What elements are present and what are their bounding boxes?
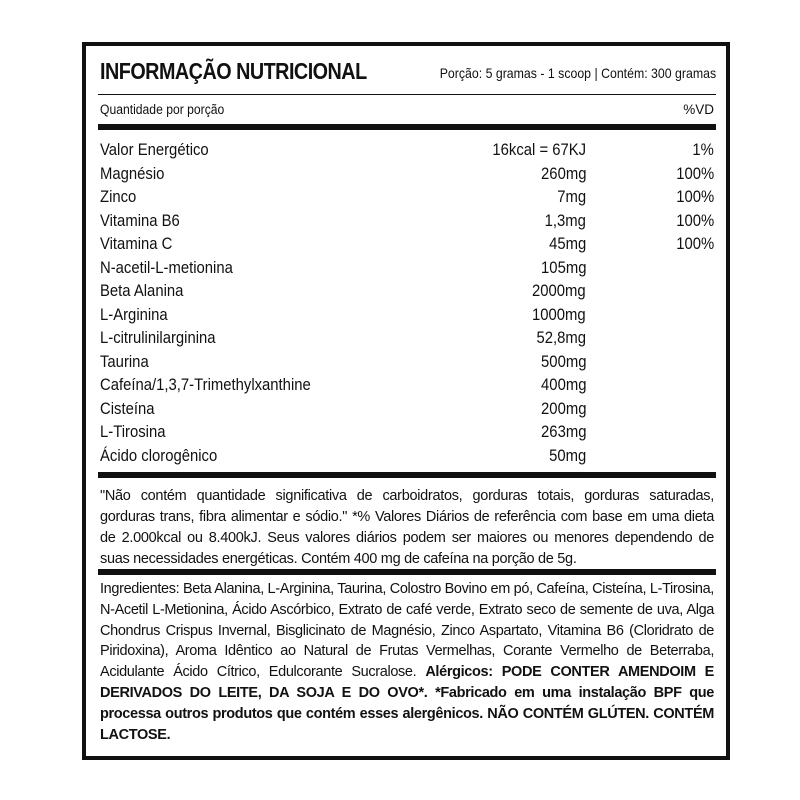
nutrient-name: Beta Alanina xyxy=(100,282,184,300)
nutrient-amount: 45mg xyxy=(548,235,586,253)
nutrient-name: Taurina xyxy=(100,352,149,371)
nutrient-amount: 1000mg xyxy=(532,305,586,324)
nutrition-facts-panel xyxy=(82,42,730,760)
nutrient-name: Vitamina C xyxy=(100,235,173,253)
nutrient-row xyxy=(100,280,714,304)
nutrient-vd: 1% xyxy=(692,141,714,159)
nutrient-amount: 400mg xyxy=(540,376,586,394)
nutrient-table xyxy=(100,139,714,468)
nutrient-name: L-Arginina xyxy=(100,305,168,324)
panel-header xyxy=(100,58,716,92)
ingredients-text xyxy=(100,579,714,745)
nutrient-name: N-acetil-L-metionina xyxy=(100,258,233,277)
nutrient-row xyxy=(100,327,714,351)
thick-divider xyxy=(98,569,716,575)
nutrient-name: Cisteína xyxy=(100,399,155,418)
nutrient-name: Magnésio xyxy=(100,164,165,183)
ingredients-list: Ingredientes: Beta Alanina, L-Arginina, Taurina, Colostro Bovino em pó, Cafeína, Cisteína, L-Tirosina, N-Acetil L-Metionina, Ácido Ascórbico, Extrato de café verde, Extrato seco de semente de uva, Alga Chondrus Crispus Invernal, Bisglicinato de Magnésio, Zinco Aspartato, Vitamina B6 (Cloridrato de Piridoxina), Aroma Idêntico ao Natural de Frutas Vermelhas, Corante Vermelho de Beterraba, Acidulante Ácido Cítrico, Edulcorante Sucralose. xyxy=(100,581,714,681)
portion-info: Porção: 5 gramas - 1 scoop | Contém: 300 gramas xyxy=(439,65,716,81)
nutrient-name: Zinco xyxy=(100,188,137,206)
nutrient-vd: 100% xyxy=(676,235,714,253)
nutrient-vd: 100% xyxy=(676,164,714,183)
nutrient-amount: 200mg xyxy=(540,399,586,418)
thick-divider xyxy=(98,124,716,130)
panel-title: INFORMAÇÃO NUTRICIONAL xyxy=(100,58,367,84)
nutrient-row xyxy=(100,257,714,281)
thick-divider xyxy=(98,472,716,478)
nutrient-vd: 100% xyxy=(676,188,714,206)
nutrient-row xyxy=(100,351,714,375)
nutrient-amount: 263mg xyxy=(540,423,586,441)
allergen-warning: Alérgicos: PODE CONTER AMENDOIM E DERIVADOS DO LEITE, DA SOJA E DO OVO*. *Fabricado em uma instalação BPF que processa outros produtos que contém esses alergênicos. NÃO CONTÉM GLÚTEN. CONTÉM LACTOSE. xyxy=(100,664,714,743)
nutrient-amount: 260mg xyxy=(540,164,586,183)
nutrient-row xyxy=(100,139,714,163)
vd-column-label: %VD xyxy=(683,102,714,117)
nutrient-amount: 105mg xyxy=(540,258,586,277)
nutrient-name: L-Tirosina xyxy=(100,423,166,441)
nutrient-name: Vitamina B6 xyxy=(100,211,180,230)
nutrient-amount: 16kcal = 67KJ xyxy=(492,141,586,159)
nutrient-row xyxy=(100,304,714,328)
divider xyxy=(98,94,716,95)
nutrient-vd: 100% xyxy=(676,211,714,230)
nutrient-name: Ácido clorogênico xyxy=(100,446,218,465)
nutrient-row xyxy=(100,421,714,445)
nutrient-row xyxy=(100,398,714,422)
quantity-per-portion-label: Quantidade por porção xyxy=(100,102,225,117)
table-header xyxy=(100,102,714,122)
nutrient-amount: 7mg xyxy=(557,188,586,206)
nutrient-row xyxy=(100,186,714,210)
nutrient-amount: 500mg xyxy=(540,352,586,371)
nutrient-name: Valor Energético xyxy=(100,141,209,159)
nutrient-amount: 1,3mg xyxy=(544,211,586,230)
nutrient-row xyxy=(100,445,714,469)
nutrient-amount: 52,8mg xyxy=(536,329,586,347)
nutrient-row xyxy=(100,163,714,187)
nutrient-name: L-citrulinilarginina xyxy=(100,329,216,347)
nutrient-row xyxy=(100,210,714,234)
nutrient-amount: 50mg xyxy=(548,446,586,465)
nutrient-row xyxy=(100,374,714,398)
nutrient-row xyxy=(100,233,714,257)
nutrient-name: Cafeína/1,3,7-Trimethylxanthine xyxy=(100,376,311,394)
footnote: "Não contém quantidade significativa de carboidratos, gorduras totais, gorduras saturadas, gorduras trans, fibra alimentar e sódio." *% Valores Diários de referência com base em uma dieta de 2.000kcal ou 8.400kJ. Seus valores diários podem ser maiores ou menores dependendo de suas necessidades energéticas. Contém 400 mg de cafeína na porção de 5g. xyxy=(100,488,714,567)
nutrient-amount: 2000mg xyxy=(532,282,586,300)
